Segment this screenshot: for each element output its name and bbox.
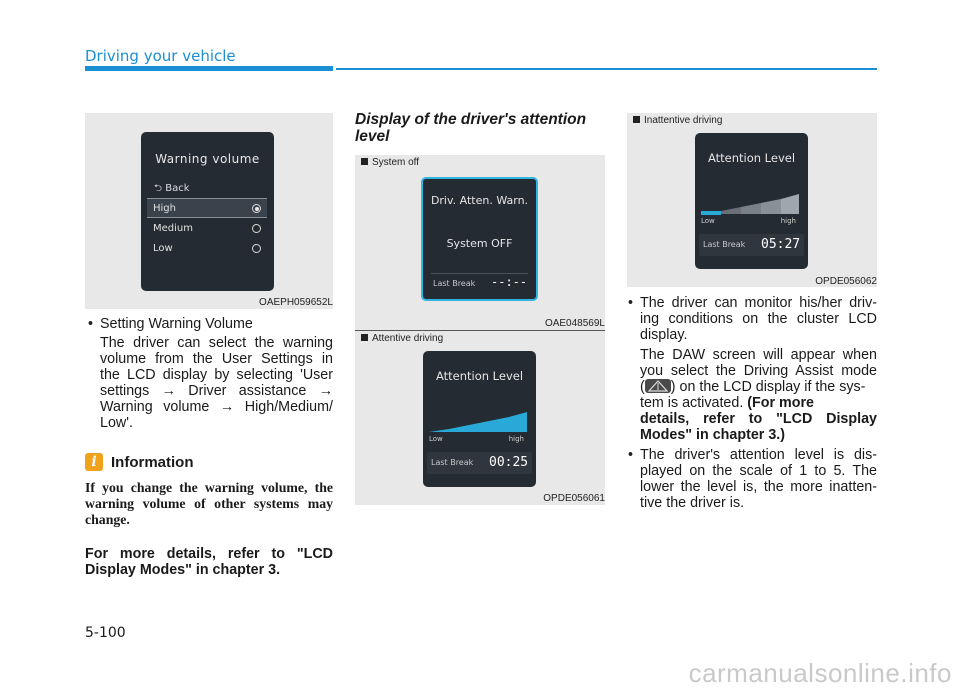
info-body	[85, 480, 333, 528]
level-segment-5	[509, 412, 527, 432]
level-segment-1	[429, 429, 449, 432]
caption-text: Attentive driving	[372, 333, 444, 344]
text-line: The driver can monitor his/her driv-	[640, 295, 877, 311]
level-segment-2	[449, 425, 469, 432]
last-break-label: Last Break	[431, 458, 474, 467]
last-break-time: --:--	[491, 275, 528, 289]
radio-empty-icon	[252, 244, 261, 253]
level-low-label: Low	[701, 217, 715, 225]
last-break-label: Last Break	[433, 279, 476, 288]
bullet-dot: •	[88, 316, 94, 332]
figure-inattentive	[627, 113, 877, 287]
figure-warning-volume	[85, 113, 333, 309]
lcd-screen	[141, 132, 274, 291]
bullet-dot: •	[628, 295, 634, 311]
text-line	[640, 395, 877, 411]
bullet-body	[640, 295, 877, 343]
system-status: System OFF	[446, 237, 513, 250]
figure-code: OPDE056061	[543, 493, 605, 504]
heading-line: level	[355, 128, 390, 145]
last-break-time: 05:27	[761, 237, 801, 252]
info-title: Information	[111, 454, 194, 471]
text-line: The driver can select the warning	[100, 335, 333, 351]
driving-assist-icon	[645, 379, 671, 393]
attention-level-bar	[701, 193, 801, 215]
level-segment-3	[741, 203, 761, 214]
screen-title: Attention Level	[435, 369, 524, 383]
last-break-label: Last Break	[703, 240, 746, 249]
lcd-screen	[423, 351, 536, 487]
text-line: details, refer to "LCD Display	[640, 411, 877, 427]
text-line: warning volume of other systems may	[85, 496, 333, 511]
caption-text: Inattentive driving	[644, 115, 723, 126]
text-line: lower the level is, the more inatten-	[640, 479, 877, 495]
text-fragment: ) on the LCD display if the sys-	[670, 379, 866, 395]
last-break-box	[699, 234, 804, 256]
text-line: Warning volume → High/Medium/	[100, 399, 333, 415]
text-line: settings → Driver assistance →	[100, 383, 333, 399]
page-number: 5-100	[85, 625, 126, 641]
text-line: played on the scale of 1 to 5. The	[640, 463, 877, 479]
heading-line: Display of the driver's attention	[355, 111, 587, 128]
bullet-body	[640, 447, 877, 511]
text-line: ( ) on the LCD display if the sys-	[640, 379, 866, 395]
text-fragment: tem is activated.	[640, 395, 744, 411]
back-arrow-icon: ⮌	[154, 183, 163, 194]
figure-caption	[633, 115, 722, 126]
option-medium[interactable]	[147, 219, 267, 239]
caption-text: System off	[372, 157, 420, 168]
lcd-screen	[421, 177, 538, 301]
figure-code: OPDE056062	[815, 276, 877, 287]
text-line: the LCD display by selecting 'User	[100, 367, 333, 383]
radio-selected-icon	[252, 204, 261, 213]
text-line: tive the driver is.	[640, 495, 745, 511]
header-rule-thick	[85, 66, 333, 71]
back-label: Back	[165, 183, 190, 194]
text-line: If you change the warning volume, the	[85, 480, 333, 495]
text-line: For more details, refer to "LCD	[85, 546, 333, 562]
watermark: carmanualsonline.info	[688, 658, 952, 688]
text-line: Display Modes" in chapter 3.	[85, 562, 281, 578]
radio-empty-icon	[252, 224, 261, 233]
text-line: The DAW screen will appear when	[640, 347, 877, 363]
caption-square-icon	[633, 116, 640, 123]
bullet-body	[100, 335, 333, 431]
figure-code: OAEPH059652L	[259, 297, 333, 308]
level-segment-2	[721, 207, 741, 214]
figure-attentive	[355, 331, 605, 505]
text-line: you select the Driving Assist mode	[640, 363, 877, 379]
option-label: High	[153, 203, 176, 214]
option-label: Low	[153, 243, 173, 254]
option-label: Medium	[153, 223, 193, 234]
info-icon: i	[85, 453, 103, 471]
level-segment-4	[761, 199, 781, 214]
section-title: Driving your vehicle	[85, 47, 236, 65]
text-line: Low'.	[100, 415, 133, 431]
caption-square-icon	[361, 158, 368, 165]
level-high-label: high	[508, 435, 524, 443]
screen-title: Driv. Atten. Warn.	[430, 194, 529, 207]
level-segment-5	[781, 194, 799, 214]
level-segment-3	[469, 421, 489, 432]
text-line: Modes" in chapter 3.)	[640, 427, 786, 443]
figure-caption	[361, 157, 419, 168]
section-heading	[355, 111, 586, 145]
attention-level-bar	[429, 411, 529, 433]
text-line: change.	[85, 512, 130, 527]
screen-title: Warning volume	[155, 152, 260, 166]
figure-caption	[361, 333, 443, 344]
option-high[interactable]	[147, 198, 267, 218]
screen-title: Attention Level	[707, 151, 796, 165]
option-low[interactable]	[147, 239, 267, 259]
daw-paragraph	[640, 347, 877, 443]
text-line: ing conditions on the cluster LCD	[640, 311, 877, 327]
bold-fragment: (For more	[747, 395, 815, 411]
header-rule-thin	[336, 68, 877, 70]
text-line: volume from the User Settings in	[100, 351, 333, 367]
level-segment-4	[489, 417, 509, 432]
bullet-dot: •	[628, 447, 634, 463]
bullet-title: Setting Warning Volume	[100, 316, 253, 332]
last-break-box	[427, 452, 532, 474]
text-line: display.	[640, 327, 688, 343]
last-break-time: 00:25	[489, 455, 529, 470]
level-high-label: high	[780, 217, 796, 225]
lcd-screen	[695, 133, 808, 269]
text-line: The driver's attention level is dis-	[640, 447, 877, 463]
more-details	[85, 546, 333, 578]
back-button[interactable]	[154, 181, 189, 198]
level-low-label: Low	[429, 435, 443, 443]
figure-code: OAE048569L	[544, 318, 605, 329]
caption-square-icon	[361, 334, 368, 341]
figure-system-off	[355, 155, 605, 331]
divider	[431, 273, 528, 274]
